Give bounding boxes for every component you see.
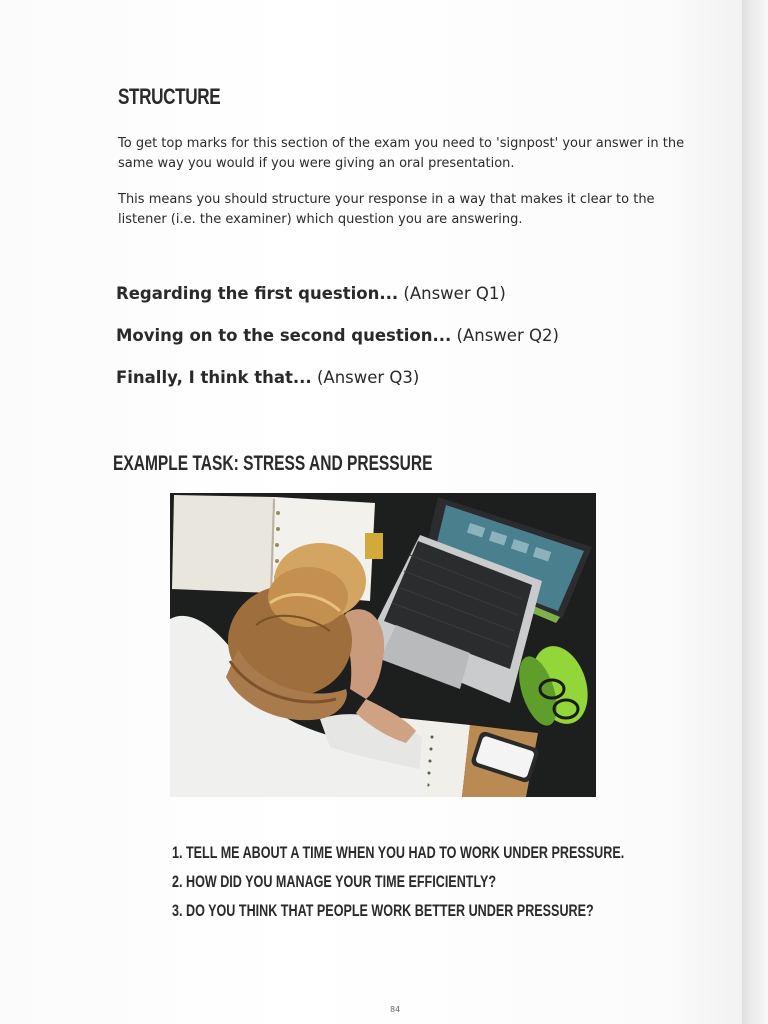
example-task-title: EXAMPLE TASK: STRESS AND PRESSURE [113, 452, 433, 475]
signpost-answer: (Answer Q3) [316, 368, 420, 387]
page-number: 84 [390, 1005, 401, 1014]
signpost-lead: Regarding the first question... [116, 284, 399, 303]
stressed-woman-photo [170, 493, 596, 797]
signpost-answer: (Answer Q1) [403, 284, 506, 303]
intro-paragraph: To get top marks for this section of the exam you need to 'signpost' your answer in the same way you would if you were giving an oral presentation. [118, 136, 685, 171]
structure-paragraph: This means you should structure your response in a way that makes it clear to the listener (i.e. the examiner) which question you are answering. [118, 192, 655, 227]
signpost-q1 [116, 283, 636, 305]
question-item: 3. DO YOU THINK THAT PEOPLE WORK BETTER UNDER PRESSURE? [172, 901, 594, 920]
question-item: 1. TELL ME ABOUT A TIME WHEN YOU HAD TO WORK UNDER PRESSURE. [172, 843, 625, 862]
signpost-q3 [116, 367, 636, 389]
signpost-lead: Finally, I think that... [116, 368, 312, 387]
signpost-q2 [116, 325, 636, 347]
signpost-list [116, 283, 636, 409]
signpost-answer: (Answer Q2) [456, 326, 559, 345]
section-title: STRUCTURE [118, 84, 221, 109]
signpost-lead: Moving on to the second question... [116, 326, 452, 345]
question-item: 2. HOW DID YOU MANAGE YOUR TIME EFFICIENTLY? [172, 872, 497, 891]
question-list [172, 838, 768, 925]
